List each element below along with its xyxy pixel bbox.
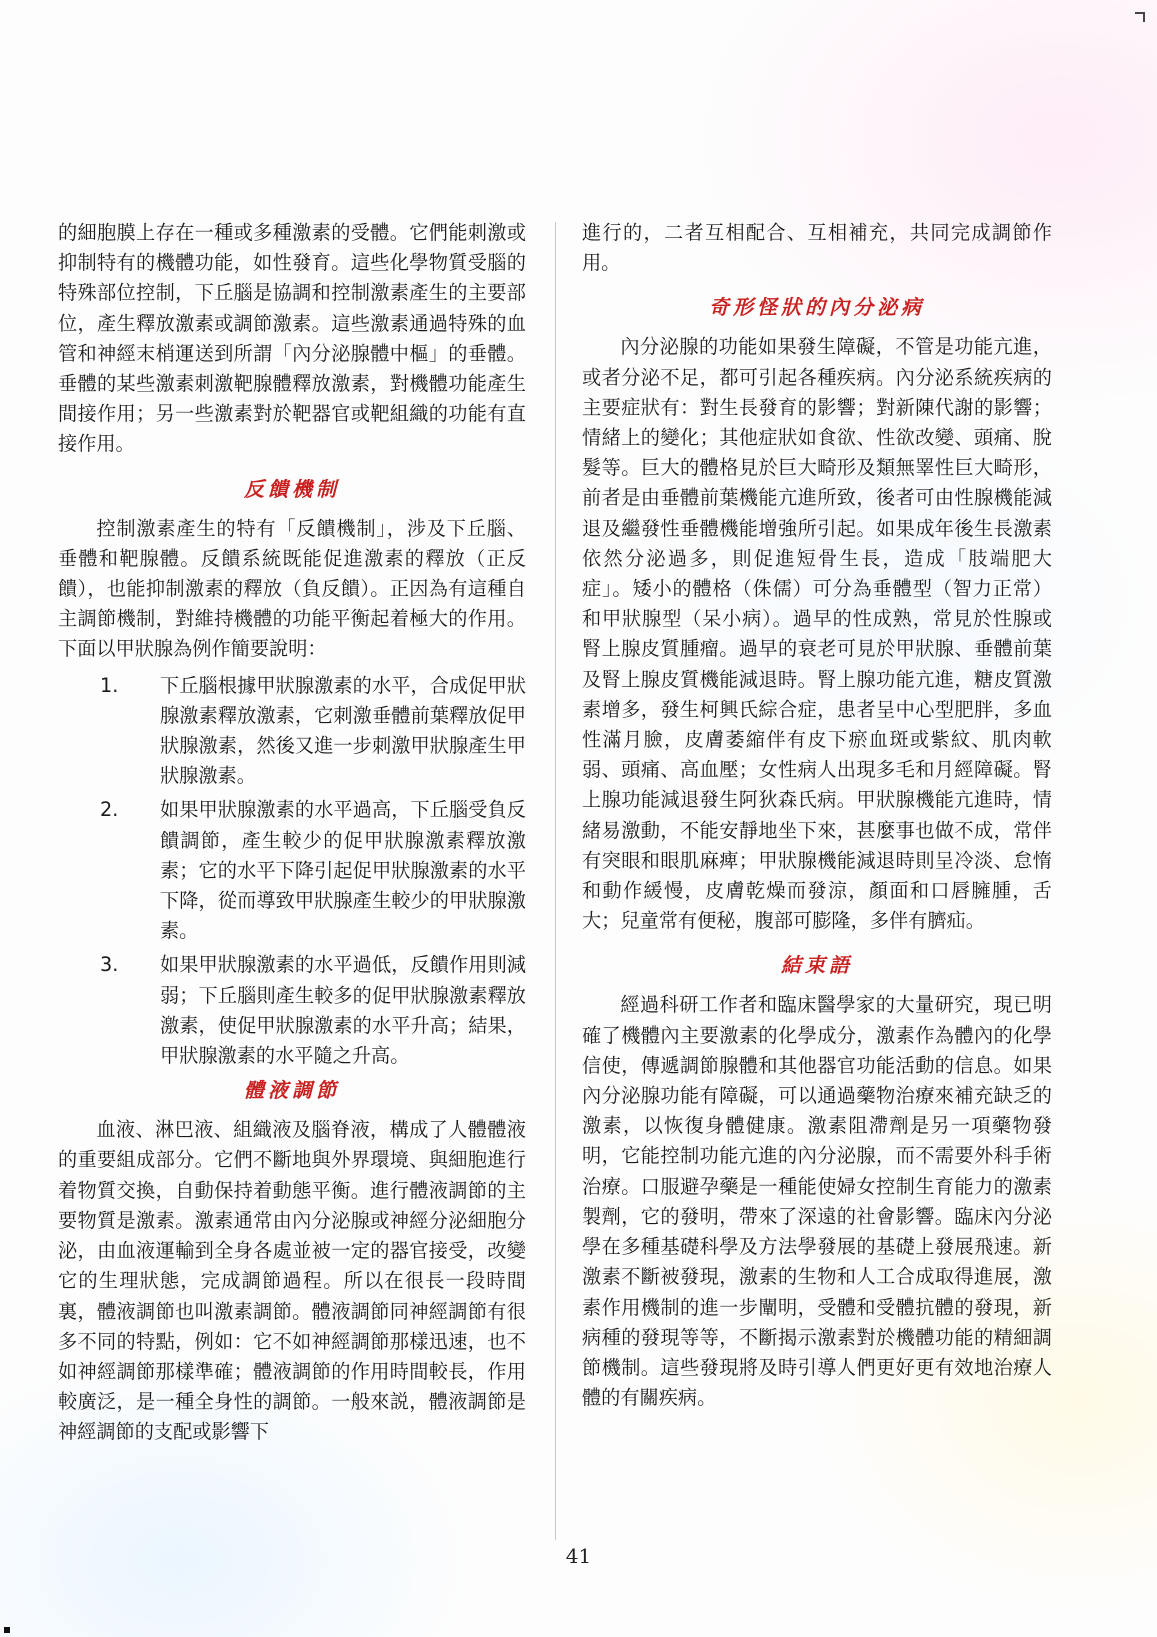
- page-number: 41: [565, 1544, 592, 1568]
- list-item: [58, 795, 526, 946]
- left-column: [58, 218, 526, 1448]
- disease-paragraph: 內分泌腺的功能如果發生障礙，不管是功能亢進，或者分泌不足，都可引起各種疾病。內分泌系統疾病的主要症狀有：對生長發育的影響；對新陳代謝的影響；情緒上的變化；其他症狀如食欲、性欲改變、頭痛、脫髮等。巨大的體格見於巨大畸形及類無睪性巨大畸形，前者是由垂體前葉機能亢進所致，後者可由性腺機能減退及繼發性垂體機能增強所引起。如果成年後生長激素依然分泌過多，則促進短骨生長，造成「肢端肥大症」。矮小的體格（侏儒）可分為垂體型（智力正常）和甲狀腺型（呆小病）。過早的性成熟，常見於性腺或腎上腺皮質腫瘤。過早的衰老可見於甲狀腺、垂體前葉及腎上腺皮質機能減退時。腎上腺功能亢進，糖皮質激素增多，發生柯興氏綜合症，患者呈中心型肥胖，多血性滿月臉，皮膚萎縮伴有皮下瘀血斑或紫紋、肌肉軟弱、頭痛、高血壓；女性病人出現多毛和月經障礙。腎上腺功能減退發生阿狄森氏病。甲狀腺機能亢進時，情緒易激動，不能安靜地坐下來，甚麼事也做不成，常伴有突眼和眼肌麻痺；甲狀腺機能減退時則呈冷淡、怠惰和動作緩慢，皮膚乾燥而發涼，顏面和口唇臃腫，舌大；兒童常有便秘，腹部可膨隆，多伴有臍疝。: [582, 335, 1052, 933]
- intro-paragraph: 的細胞膜上存在一種或多種激素的受體。它們能刺激或抑制特有的機體功能，如性發育。這些化學物質受腦的特殊部位控制，下丘腦是協調和控制激素產生的主要部位，產生釋放激素或調節激素。這些激素通過特殊的血管和神經末梢運送到所謂「內分泌腺體中樞」的垂體。垂體的某些激素刺激靶腺體釋放激素，對機體功能產生間接作用；另一些激素對於靶器官或靶組織的功能有直接作用。: [58, 221, 526, 456]
- list-item-text: 如果甲狀腺激素的水平過低，反饋作用則減弱；下丘腦則產生較多的促甲狀腺激素釋放激素，使促甲狀腺激素的水平升高；結果，甲狀腺激素的水平隨之升高。: [160, 953, 526, 1068]
- humoral-paragraph: 血液、淋巴液、組織液及腦脊液，構成了人體體液的重要組成部分。它們不斷地與外界環境、與細胞進行着物質交換，自動保持着動態平衡。進行體液調節的主要物質是激素。激素通常由內分泌腺或神經分泌細胞分泌，由血液運輸到全身各處並被一定的器官接受，改變它的生理狀態，完成調節過程。所以在很長一段時間裏，體液調節也叫激素調節。體液調節同神經調節有很多不同的特點，例如：它不如神經調節那樣迅速，也不如神經調節那樣準確；體液調節的作用時間較長，作用較廣泛，是一種全身性的調節。一般來説，體液調節是神經調節的支配或影響下: [58, 1118, 526, 1444]
- crop-mark-top-right: [1135, 12, 1145, 22]
- conclusion-heading: 結束語: [781, 953, 853, 978]
- feedback-steps-list: [58, 671, 526, 1072]
- list-item-number: 1.: [100, 673, 119, 697]
- list-item: [58, 671, 526, 792]
- list-item-number: 3.: [100, 953, 119, 977]
- humoral-heading: 體液調節: [244, 1078, 340, 1103]
- crop-mark-bottom-left: [4, 1627, 10, 1633]
- list-item-text: 下丘腦根據甲狀腺激素的水平，合成促甲狀腺激素釋放激素，它刺激垂體前葉釋放促甲狀腺激素，然後又進一步刺激甲狀腺產生甲狀腺激素。: [160, 673, 526, 788]
- list-item-text: 如果甲狀腺激素的水平過高，下丘腦受負反饋調節，產生較少的促甲狀腺激素釋放激素；它的水平下降引起促甲狀腺激素的水平下降，從而導致甲狀腺產生較少的甲狀腺激素。: [160, 798, 526, 943]
- feedback-paragraph: 控制激素產生的特有「反饋機制」，涉及下丘腦、垂體和靶腺體。反饋系統既能促進激素的釋放（正反饋），也能抑制激素的釋放（負反饋）。正因為有這種自主調節機制，對維持機體的功能平衡起着極大的作用。下面以甲狀腺為例作簡要說明：: [58, 516, 526, 661]
- list-item-number: 2.: [100, 798, 119, 822]
- list-item: [58, 950, 526, 1071]
- column-divider: [555, 222, 556, 1540]
- conclusion-paragraph: 經過科研工作者和臨床醫學家的大量研究，現已明確了機體內主要激素的化學成分，激素作為體內的化學信使，傳遞調節腺體和其他器官功能活動的信息。如果內分泌腺功能有障礙，可以通過藥物治療來補充缺乏的激素，以恢復身體健康。激素阻滯劑是另一項藥物發明，它能控制功能亢進的內分泌腺，而不需要外科手術治療。口服避孕藥是一種能使婦女控制生育能力的激素製劑，它的發明，帶來了深遠的社會影響。臨床內分泌學在多種基礎科學及方法學發展的基礎上發展飛速。新激素不斷被發現，激素的生物和人工合成取得進展，激素作用機制的進一步闡明，受體和受體抗體的發現，新病種的發現等等，不斷揭示激素對於機體功能的精細調節機制。這些發現將及時引導人們更好更有效地治療人體的有關疾病。: [582, 993, 1052, 1410]
- right-column: [582, 218, 1052, 1413]
- feedback-heading: 反饋機制: [244, 476, 340, 501]
- disease-heading: 奇形怪狀的內分泌病: [709, 295, 925, 320]
- continued-paragraph: 進行的，二者互相配合、互相補充，共同完成調節作用。: [582, 221, 1052, 275]
